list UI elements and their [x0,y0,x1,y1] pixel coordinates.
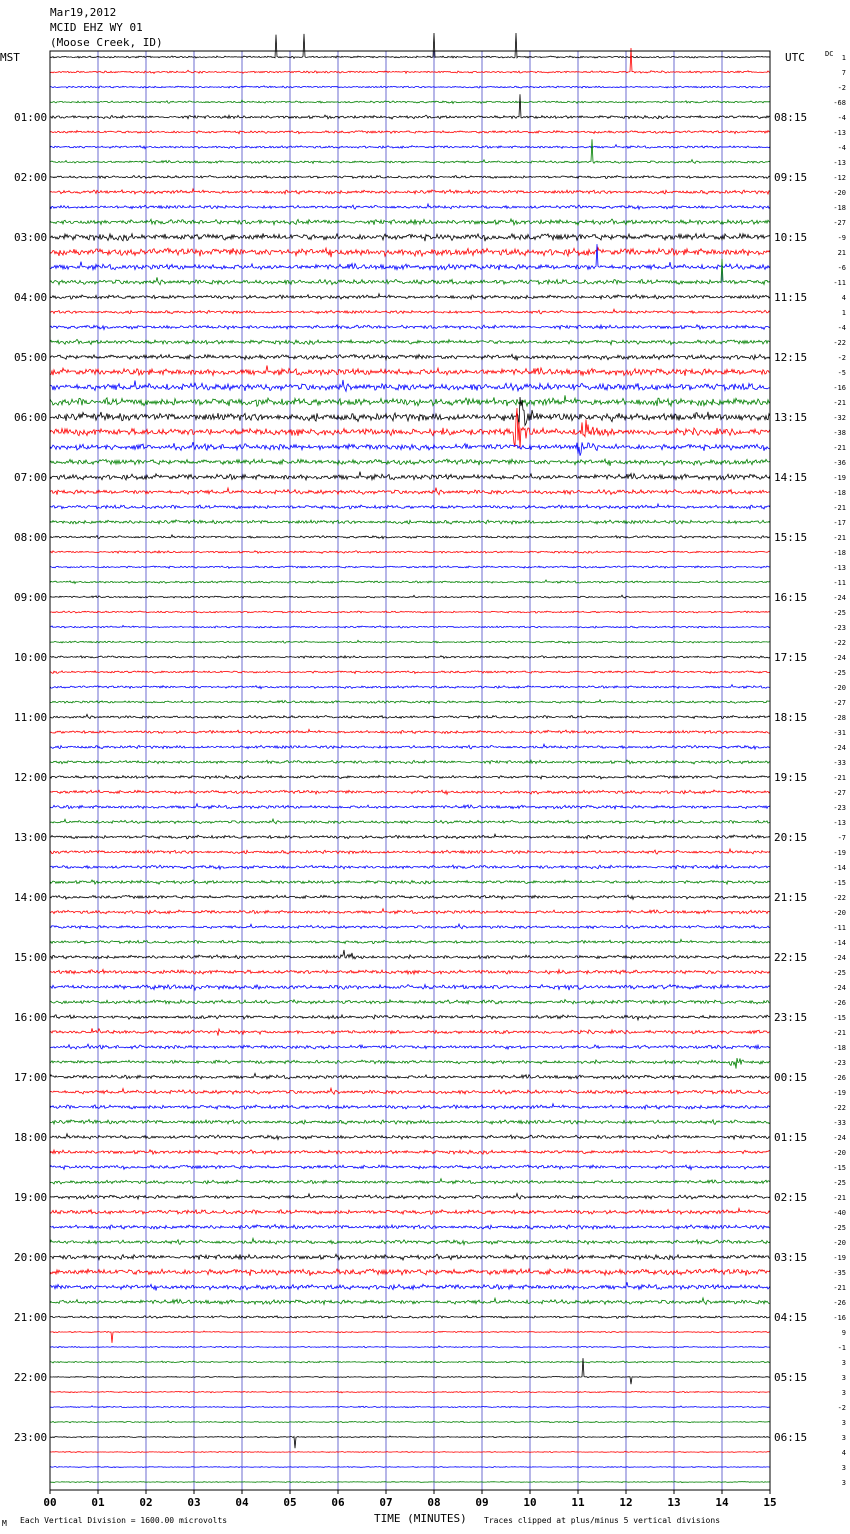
dc-offset-label: -26 [833,1074,846,1082]
left-hour-label: 23:00 [14,1431,48,1444]
dc-offset-label: -13 [833,564,846,572]
dc-offset-label: -23 [833,1059,846,1067]
trace-row-26 [50,442,770,456]
trace-row-90 [50,1406,770,1408]
left-zone-label: MST [0,51,20,64]
trace-row-13 [50,248,770,258]
dc-offset-labels [833,54,846,1487]
dc-offset-label: -21 [833,444,846,452]
dc-offset-label: -21 [833,1194,846,1202]
trace-row-33 [50,551,770,554]
trace-row-72 [50,1134,770,1140]
right-hour-label: 02:15 [774,1191,808,1204]
left-hour-labels [14,111,47,1444]
trace-row-91 [50,1421,770,1423]
dc-offset-label: 3 [841,1464,846,1472]
left-hour-label: 05:00 [14,351,48,364]
left-hour-label: 16:00 [14,1011,48,1024]
dc-offset-label: 1 [841,309,846,317]
trace-row-39 [50,640,770,643]
trace-row-67 [50,1058,770,1069]
right-hour-label: 21:15 [774,891,808,904]
trace-row-76 [50,1194,770,1200]
trace-row-80 [50,1254,770,1260]
trace-row-62 [50,985,770,991]
trace-row-46 [50,744,770,749]
right-hour-label: 11:15 [774,291,808,304]
trace-row-11 [50,219,770,225]
dc-offset-label: -5 [837,369,846,377]
dc-offset-label: -20 [833,1149,846,1157]
trace-row-87 [50,1361,770,1363]
dc-offset-label: -28 [833,714,846,722]
left-hour-label: 02:00 [14,171,48,184]
x-tick-label: 12 [619,1496,633,1509]
trace-row-32 [50,535,770,539]
dc-offset-label: -1 [837,1344,846,1352]
trace-group [50,33,770,1483]
left-hour-label: 10:00 [14,651,48,664]
dc-label: DC [825,50,834,58]
dc-offset-label: -24 [833,744,846,752]
left-hour-label: 06:00 [14,411,48,424]
trace-row-84 [50,1316,770,1319]
x-axis-label: TIME (MINUTES) [374,1512,467,1525]
x-tick-label: 14 [715,1496,729,1509]
left-hour-label: 08:00 [14,531,48,544]
dc-offset-label: -21 [833,1284,846,1292]
x-tick-label: 04 [235,1496,249,1509]
trace-row-63 [50,1000,770,1005]
dc-offset-label: -15 [833,879,846,887]
trace-row-77 [50,1208,770,1214]
trace-row-48 [50,775,770,779]
trace-row-94 [50,1466,770,1467]
dc-offset-label: -25 [833,609,846,617]
dc-offset-label: 3 [841,1479,846,1487]
x-tick-label: 08 [427,1496,441,1509]
dc-offset-label: 3 [841,1359,846,1367]
right-hour-label: 05:15 [774,1371,808,1384]
trace-row-42 [50,685,770,689]
right-hour-label: 22:15 [774,951,808,964]
dc-offset-label: -6 [837,264,846,272]
trace-row-95 [50,1482,770,1483]
trace-row-85 [50,1331,770,1343]
dc-offset-label: -7 [837,834,846,842]
trace-row-5 [50,131,770,134]
left-hour-label: 14:00 [14,891,48,904]
trace-row-74 [50,1165,770,1170]
trace-row-37 [50,611,770,613]
dc-offset-label: -2 [837,84,846,92]
x-tick-label: 05 [283,1496,297,1509]
trace-row-82 [50,1282,770,1290]
dc-offset-label: -21 [833,504,846,512]
x-tick-label: 09 [475,1496,489,1509]
left-hour-label: 22:00 [14,1371,48,1384]
dc-offset-label: -19 [833,1089,846,1097]
trace-row-4 [50,94,770,119]
x-tick-label: 11 [571,1496,585,1509]
right-zone-label: UTC [785,51,805,64]
right-hour-label: 14:15 [774,471,808,484]
trace-row-64 [50,1015,770,1020]
dc-offset-label: -19 [833,474,846,482]
dc-offset-label: -31 [833,729,846,737]
left-hour-label: 11:00 [14,711,48,724]
trace-row-45 [50,729,770,733]
header-station: MCID EHZ WY 01 [50,21,143,34]
right-hour-label: 09:15 [774,171,808,184]
dc-offset-label: -9 [837,234,846,242]
left-hour-label: 03:00 [14,231,48,244]
dc-offset-label: -18 [833,1044,846,1052]
trace-row-28 [50,472,770,480]
right-hour-label: 17:15 [774,651,808,664]
right-hour-label: 16:15 [774,591,808,604]
dc-offset-label: -22 [833,1104,846,1112]
trace-row-40 [50,656,770,659]
dc-offset-label: -20 [833,1239,846,1247]
dc-offset-label: -19 [833,1254,846,1262]
dc-offset-label: -23 [833,804,846,812]
left-hour-label: 04:00 [14,291,48,304]
trace-row-16 [50,294,770,299]
dc-offset-label: -36 [833,459,846,467]
trace-row-53 [50,849,770,854]
trace-row-27 [50,459,770,466]
dc-offset-label: -16 [833,1314,846,1322]
dc-offset-label: 1 [841,54,846,62]
dc-offset-label: -26 [833,1299,846,1307]
dc-offset-label: -24 [833,594,846,602]
dc-offset-label: -20 [833,909,846,917]
trace-row-58 [50,924,770,929]
trace-row-31 [50,520,770,524]
trace-row-66 [50,1044,770,1049]
x-tick-label: 03 [187,1496,201,1509]
dc-offset-label: 3 [841,1389,846,1397]
trace-row-6 [50,145,770,149]
x-tick-label: 07 [379,1496,393,1509]
trace-row-56 [50,895,770,899]
trace-row-3 [50,100,770,103]
clip-note: Traces clipped at plus/minus 5 vertical divisions [484,1516,721,1525]
trace-row-41 [50,671,770,674]
dc-offset-label: 7 [841,69,846,77]
dc-offset-label: -18 [833,489,846,497]
trace-row-23 [50,395,770,406]
trace-row-30 [50,504,770,509]
trace-row-89 [50,1391,770,1393]
trace-row-9 [50,189,770,194]
trace-row-14 [50,244,770,270]
trace-row-79 [50,1238,770,1244]
right-hour-label: 12:15 [774,351,808,364]
trace-row-68 [50,1073,770,1079]
logo-mark: M [2,1519,7,1528]
trace-row-57 [50,909,770,914]
header-location: (Moose Creek, ID) [50,36,163,49]
right-hour-label: 06:15 [774,1431,808,1444]
dc-offset-label: -19 [833,849,846,857]
trace-row-52 [50,834,770,839]
trace-row-20 [50,354,770,360]
right-hour-label: 13:15 [774,411,808,424]
dc-offset-label: -11 [833,924,846,932]
trace-row-24 [50,397,770,427]
x-tick-label: 10 [523,1496,537,1509]
dc-offset-label: -2 [837,354,846,362]
trace-row-55 [50,880,770,884]
dc-offset-label: 4 [841,1449,846,1457]
dc-offset-label: 4 [841,294,846,302]
dc-offset-label: -15 [833,1014,846,1022]
trace-row-49 [50,790,770,794]
right-hour-label: 03:15 [774,1251,808,1264]
trace-row-19 [50,339,770,344]
trace-row-43 [50,700,770,704]
dc-offset-label: -4 [837,324,846,332]
dc-offset-label: -22 [833,339,846,347]
dc-offset-label: -4 [837,144,846,152]
trace-row-71 [50,1120,770,1125]
dc-offset-label: -24 [833,954,846,962]
dc-offset-label: -21 [833,399,846,407]
dc-offset-label: -27 [833,789,846,797]
trace-row-78 [50,1225,770,1230]
dc-offset-label: -24 [833,984,846,992]
right-hour-label: 08:15 [774,111,808,124]
trace-row-2 [50,86,770,88]
trace-row-15 [50,259,770,285]
dc-offset-label: -21 [833,534,846,542]
dc-offset-label: -23 [833,624,846,632]
trace-row-18 [50,325,770,330]
x-tick-label: 01 [91,1496,105,1509]
left-hour-label: 07:00 [14,471,48,484]
dc-offset-label: -17 [833,519,846,527]
trace-row-73 [50,1150,770,1155]
dc-offset-label: 21 [837,249,846,257]
trace-row-81 [50,1269,770,1276]
right-hour-label: 19:15 [774,771,808,784]
dc-offset-label: -33 [833,1119,846,1127]
x-tick-label: 13 [667,1496,681,1509]
dc-offset-label: -26 [833,999,846,1007]
left-hour-label: 21:00 [14,1311,48,1324]
left-hour-label: 09:00 [14,591,48,604]
dc-offset-label: -11 [833,279,846,287]
right-hour-label: 23:15 [774,1011,808,1024]
left-hour-label: 01:00 [14,111,48,124]
dc-offset-label: -2 [837,1404,846,1412]
trace-row-50 [50,804,770,809]
dc-offset-label: -20 [833,684,846,692]
dc-offset-label: -33 [833,759,846,767]
trace-row-35 [50,580,770,584]
trace-row-29 [50,488,770,495]
trace-row-51 [50,819,770,824]
dc-offset-label: -25 [833,969,846,977]
left-hour-label: 13:00 [14,831,48,844]
x-tick-labels [43,1490,776,1509]
trace-row-7 [50,139,770,163]
trace-row-86 [50,1346,770,1348]
dc-offset-label: -25 [833,669,846,677]
left-hour-label: 15:00 [14,951,48,964]
right-hour-labels [774,111,807,1444]
dc-offset-label: -18 [833,549,846,557]
dc-offset-label: -13 [833,159,846,167]
dc-offset-label: -20 [833,189,846,197]
dc-offset-label: -14 [833,864,846,872]
left-hour-label: 17:00 [14,1071,48,1084]
trace-row-44 [50,714,770,718]
trace-row-65 [50,1028,770,1035]
trace-row-54 [50,865,770,869]
dc-offset-label: -21 [833,1029,846,1037]
trace-row-12 [50,233,770,241]
dc-offset-label: -13 [833,129,846,137]
trace-row-59 [50,939,770,943]
x-tick-label: 15 [763,1496,777,1509]
left-hour-label: 19:00 [14,1191,48,1204]
dc-offset-label: -24 [833,654,846,662]
right-hour-label: 18:15 [774,711,808,724]
dc-offset-label: -12 [833,174,846,182]
trace-row-60 [50,950,770,959]
dc-offset-label: 3 [841,1434,846,1442]
dc-offset-label: -15 [833,1164,846,1172]
right-hour-label: 10:15 [774,231,808,244]
trace-row-8 [50,176,770,179]
dc-offset-label: -16 [833,384,846,392]
trace-row-93 [50,1451,770,1452]
trace-row-70 [50,1104,770,1109]
trace-row-47 [50,760,770,764]
dc-offset-label: -25 [833,1179,846,1187]
dc-offset-label: 3 [841,1419,846,1427]
dc-offset-label: -40 [833,1209,846,1217]
trace-row-92 [50,1436,770,1448]
dc-offset-label: -38 [833,429,846,437]
x-tick-label: 06 [331,1496,345,1509]
dc-offset-label: -27 [833,699,846,707]
dc-offset-label: -35 [833,1269,846,1277]
trace-row-21 [50,365,770,375]
right-hour-label: 04:15 [774,1311,808,1324]
dc-offset-label: -4 [837,114,846,122]
trace-row-10 [50,204,770,209]
dc-offset-label: -22 [833,894,846,902]
right-hour-label: 20:15 [774,831,808,844]
trace-row-83 [50,1298,770,1305]
dc-offset-label: -68 [833,99,846,107]
trace-row-22 [50,380,770,391]
scale-note: Each Vertical Division = 1600.00 microvolts [20,1516,228,1525]
header-date: Mar19,2012 [50,6,117,19]
right-hour-label: 01:15 [774,1131,808,1144]
dc-offset-label: -24 [833,1134,846,1142]
trace-row-34 [50,566,770,568]
trace-row-17 [50,309,770,314]
trace-row-1 [50,48,770,73]
dc-offset-label: -27 [833,219,846,227]
dc-offset-label: -32 [833,414,846,422]
left-hour-label: 20:00 [14,1251,48,1264]
dc-offset-label: 9 [841,1329,846,1337]
dc-offset-label: -25 [833,1224,846,1232]
trace-row-36 [50,595,770,598]
x-tick-label: 02 [139,1496,153,1509]
dc-offset-label: -22 [833,639,846,647]
dc-offset-label: -18 [833,204,846,212]
trace-row-38 [50,626,770,629]
right-hour-label: 15:15 [774,531,808,544]
left-hour-label: 18:00 [14,1131,48,1144]
x-tick-label: 00 [43,1496,57,1509]
trace-row-69 [50,1088,770,1094]
dc-offset-label: 3 [841,1374,846,1382]
dc-offset-label: -11 [833,579,846,587]
dc-offset-label: -21 [833,774,846,782]
trace-row-61 [50,969,770,974]
trace-row-75 [50,1179,770,1184]
dc-offset-label: -13 [833,819,846,827]
left-hour-label: 12:00 [14,771,48,784]
dc-offset-label: -14 [833,939,846,947]
right-hour-label: 00:15 [774,1071,808,1084]
